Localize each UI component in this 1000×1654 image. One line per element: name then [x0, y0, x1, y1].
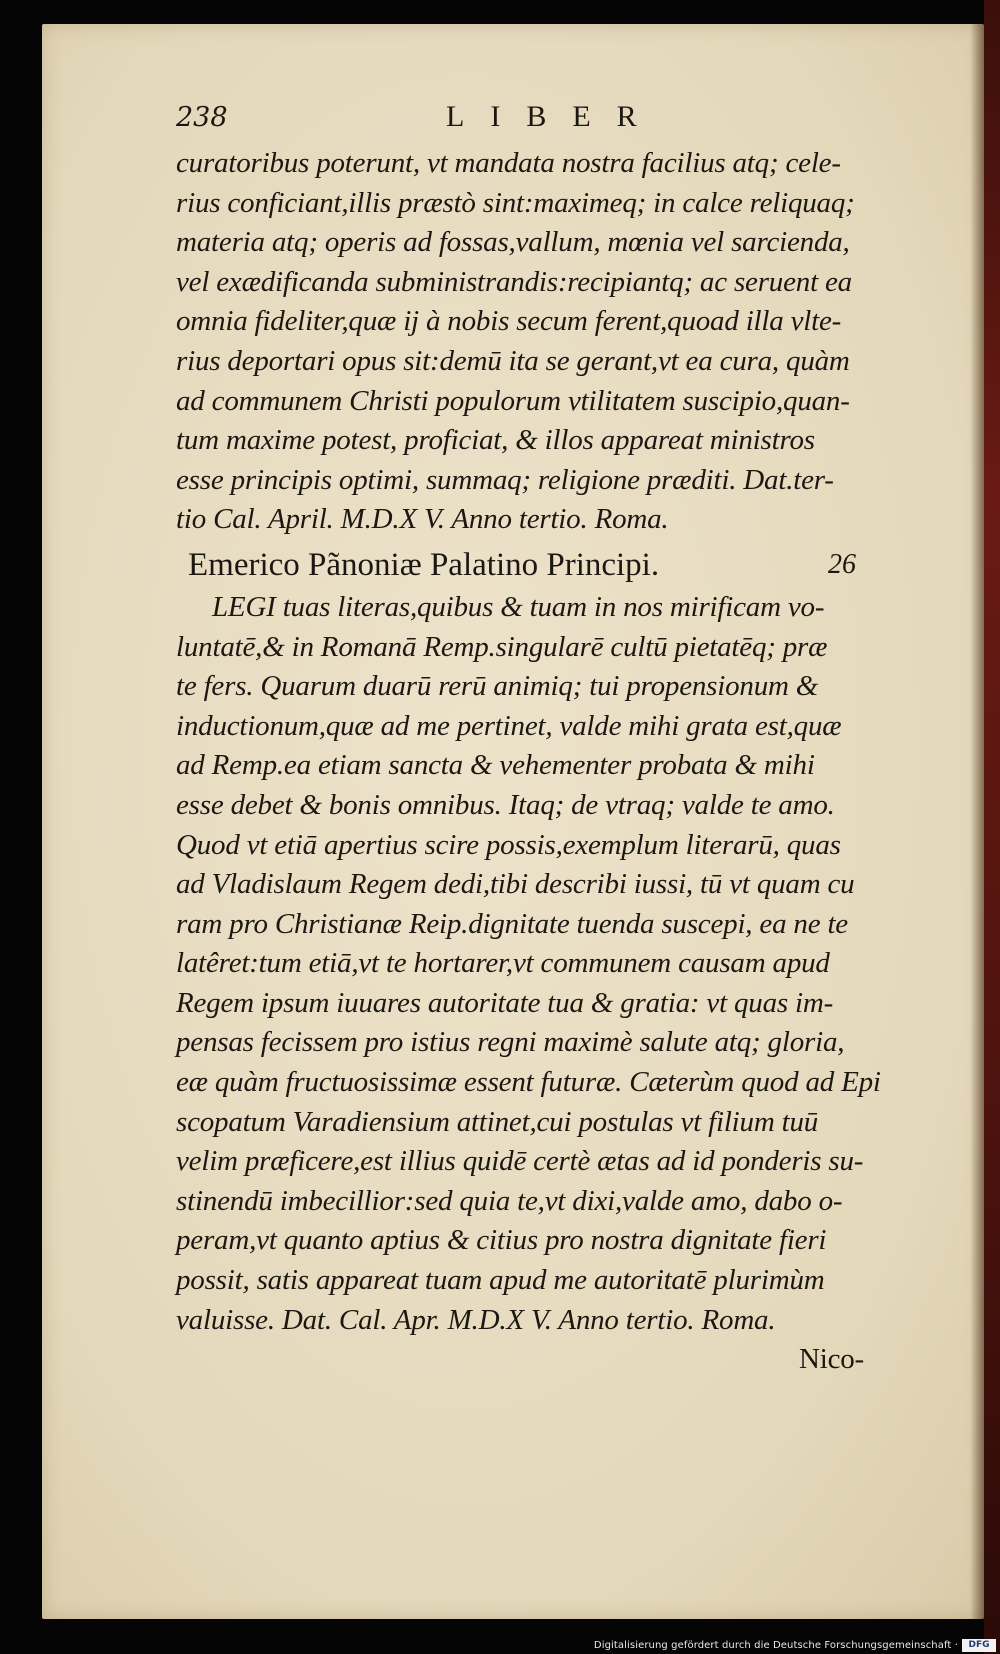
text-line: rius conficiant,illis præstò sint:maximeq; in calce reliquaq; [176, 186, 855, 219]
text-line: inductionum,quæ ad me pertinet, valde mihi grata est,quæ [176, 709, 842, 742]
text-line: Quod vt etiā apertius scire possis,exemplum literarū, quas [176, 828, 841, 861]
text-line: LEGI tuas literas,quibus & tuam in nos mirificam vo- [212, 590, 825, 623]
book-binding-edge [984, 0, 1000, 1654]
letter-1-text [176, 144, 936, 540]
catchword: Nico- [798, 1343, 864, 1376]
text-line: peram,vt quanto aptius & citius pro nostra dignitate fieri [176, 1224, 827, 1257]
letter-2-text [176, 588, 936, 1380]
running-title: LIBER [446, 100, 663, 133]
text-line: scopatum Varadiensium attinet,cui postulas vt filium tuū [176, 1105, 819, 1138]
text-line: luntatē,& in Romanā Remp.singularē cultū pietatēq; præ [176, 630, 828, 663]
text-line: pensas fecissem pro istius regni maximè salute atq; gloria, [176, 1026, 845, 1059]
letter-heading [188, 542, 936, 588]
text-line: rius deportari opus sit:demū ita se gerant,vt ea cura, quàm [176, 344, 850, 377]
page-number: 238 [176, 102, 228, 133]
dfg-logo: DFG [962, 1639, 996, 1652]
text-line: esse debet & bonis omnibus. Itaq; de vtraq; valde te amo. [176, 788, 835, 821]
text-line: te fers. Quarum duarū rerū animiq; tui propensionum & [176, 670, 819, 703]
text-line: valuisse. Dat. Cal. Apr. M.D.X V. Anno tertio. Roma. [176, 1303, 776, 1336]
running-head [176, 96, 936, 144]
letter-addressee: Emerico Pãnoniæ Palatino Principi. [188, 546, 660, 583]
text-line: curatoribus poterunt, vt mandata nostra facilius atq; cele- [176, 147, 841, 179]
text-line: latêret:tum etiā,vt te hortarer,vt communem causam apud [176, 947, 830, 980]
text-line: vel exædificanda subministrandis:recipiantq; ac seruent ea [176, 265, 852, 298]
text-line: velim præficere,est illius quidē certè ætas ad id ponderis su- [176, 1145, 864, 1178]
letter-number: 26 [828, 548, 856, 580]
text-line: tio Cal. April. M.D.X V. Anno tertio. Roma. [176, 503, 669, 536]
text-line: ad Remp.ea etiam sancta & vehementer probata & mihi [176, 749, 815, 782]
text-line: omnia fideliter,quæ ij à nobis secum ferent,quoad illa vlte- [176, 305, 842, 338]
text-line: ad communem Christi populorum vtilitatem suscipio,quan- [176, 384, 850, 417]
text-line: stinendū imbecillior:sed quia te,vt dixi,valde amo, dabo o- [176, 1184, 843, 1217]
text-line: Regem ipsum iuuares autoritate tua & gratia: vt quas im- [176, 986, 834, 1019]
page-spine-shadow [970, 24, 984, 1619]
text-line: possit, satis appareat tuam apud me autoritatē plurimùm [176, 1264, 825, 1297]
text-line: esse principis optimi, summaq; religione præditi. Dat.ter- [176, 463, 834, 496]
page-text [176, 96, 936, 1380]
text-line: ram pro Christianæ Reip.dignitate tuenda suscepi, ea ne te [176, 907, 848, 940]
text-line: materia atq; operis ad fossas,vallum, mœnia vel sarcienda, [176, 226, 850, 259]
digitization-credit: Digitalisierung gefördert durch die Deutsche Forschungsgemeinschaft · [593, 1640, 958, 1651]
text-line: eæ quàm fructuosissimæ essent futuræ. Cæterùm quod ad Epi [176, 1066, 881, 1099]
text-line: tum maxime potest, proficiat, & illos appareat ministros [176, 424, 815, 457]
text-line: ad Vladislaum Regem dedi,tibi describi iussi, tū vt quam cu [176, 868, 855, 901]
